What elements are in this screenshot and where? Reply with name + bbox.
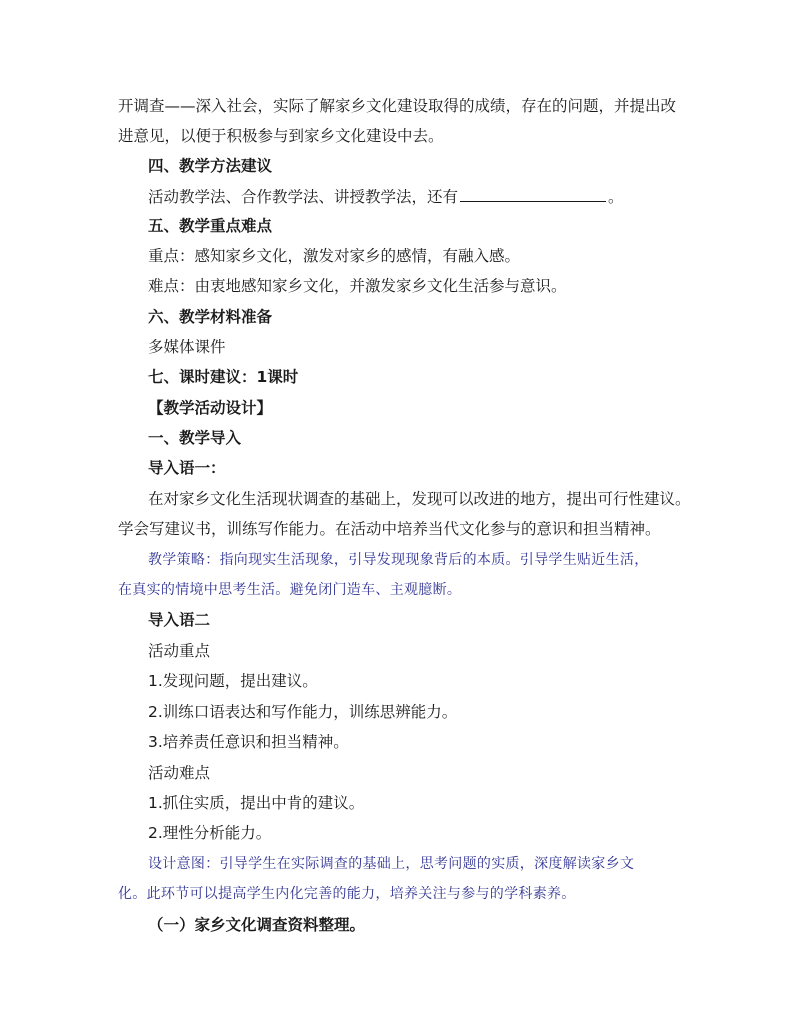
intro-one-label: 导入语一：: [148, 459, 226, 477]
focus-item-2: 2.训练口语表达和写作能力，训练思辨能力。: [148, 703, 458, 721]
heading-materials: 六、教学材料准备: [148, 308, 273, 326]
intro-two-label: 导入语二: [148, 611, 211, 629]
focus-item-3: 3.培养责任意识和担当精神。: [148, 733, 349, 751]
paragraph-intro-line-1: 开调查——深入社会，实际了解家乡文化建设取得的成绩，存在的问题，并提出改: [118, 97, 677, 115]
section-one-heading: （一）家乡文化调查资料整理。: [148, 916, 366, 934]
teaching-strategy-line-2: 在真实的情境中思考生活。避免闭门造车、主观臆断。: [118, 582, 462, 598]
heading-activity-design: 【教学活动设计】: [148, 399, 273, 417]
design-intent-line-2: 化。此环节可以提高学生内化完善的能力，培养关注与参与的学科素养。: [118, 886, 576, 902]
intro-one-line-1: 在对家乡文化生活现状调查的基础上，发现可以改进的地方，提出可行性建议。: [148, 490, 691, 508]
activity-focus-label: 活动重点: [148, 642, 211, 660]
methods-text-after: 。: [608, 188, 624, 206]
difficulty-item-1: 1.抓住实质，提出中肯的建议。: [148, 794, 365, 812]
paragraph-intro-line-2: 进意见，以便于积极参与到家乡文化建设中去。: [118, 127, 444, 145]
methods-text-before: 活动教学法、合作教学法、讲授教学法，还有: [148, 188, 459, 206]
difficulty-text: 难点：由衷地感知家乡文化，并激发家乡文化生活参与意识。: [148, 277, 567, 295]
heading-key-points: 五、教学重点难点: [148, 217, 273, 235]
key-point-text: 重点：感知家乡文化，激发对家乡的感情，有融入感。: [148, 247, 521, 265]
teaching-strategy-line-1: 教学策略：指向现实生活现象，引导发现现象背后的本质。引导学生贴近生活，: [148, 552, 649, 568]
materials-text: 多媒体课件: [148, 338, 226, 356]
activity-difficulty-label: 活动难点: [148, 764, 211, 782]
heading-teaching-methods: 四、教学方法建议: [148, 157, 273, 175]
difficulty-item-2: 2.理性分析能力。: [148, 824, 272, 842]
fill-in-blank[interactable]: [460, 186, 606, 202]
intro-one-line-2: 学会写建议书，训练写作能力。在活动中培养当代文化参与的意识和担当精神。: [118, 520, 661, 538]
teaching-methods-text: [148, 186, 624, 207]
design-intent-line-1: 设计意图：引导学生在实际调查的基础上，思考问题的实质，深度解读家乡文: [148, 856, 635, 872]
focus-item-1: 1.发现问题，提出建议。: [148, 672, 318, 690]
heading-class-hours: 七、课时建议：1课时: [148, 368, 299, 386]
heading-teaching-intro: 一、教学导入: [148, 429, 242, 447]
